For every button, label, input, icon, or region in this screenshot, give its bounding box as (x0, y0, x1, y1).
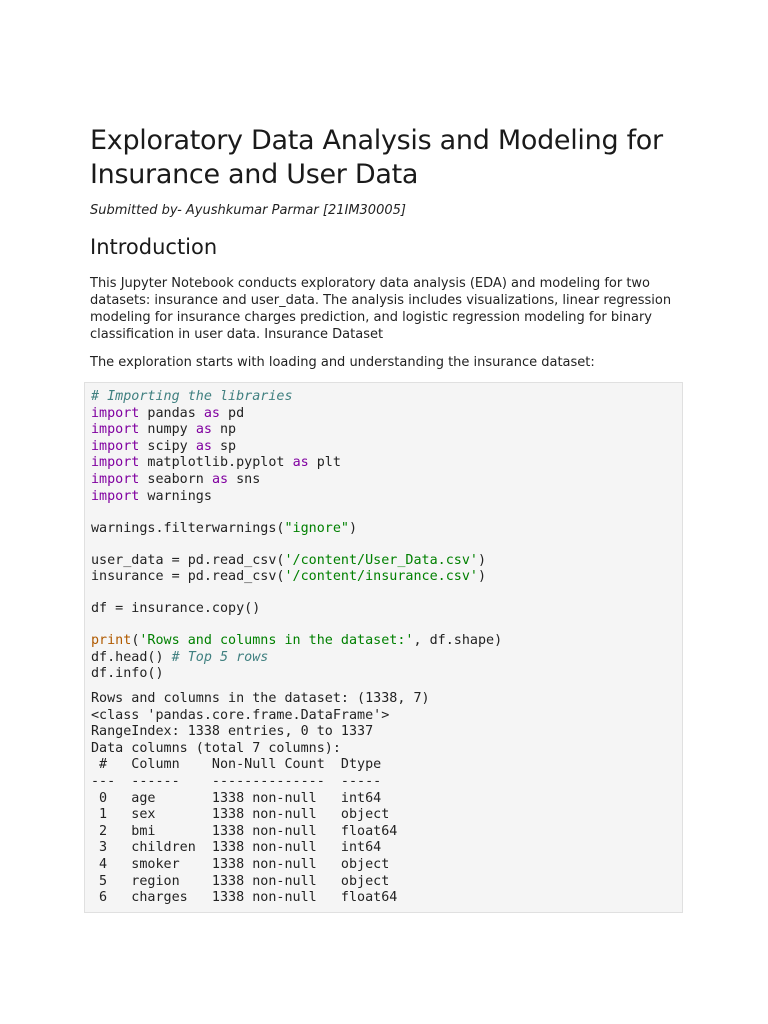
code-text: warnings.filterwarnings( (91, 520, 285, 536)
keyword: import (91, 422, 140, 438)
builtin-function: print (91, 633, 132, 649)
output-line: 1 sex 1338 non-null object (91, 807, 398, 823)
output-line: Data columns (total 7 columns): (91, 740, 341, 756)
code-line (91, 553, 502, 570)
code-line (91, 472, 502, 489)
code-text: ) (477, 552, 487, 568)
output-line: 3 children 1338 non-null int64 (91, 840, 398, 856)
keyword: import (91, 405, 140, 421)
code-line (91, 422, 502, 439)
intro-heading: Introduction (90, 235, 218, 259)
code-line (91, 650, 502, 667)
output-line: RangeIndex: 1338 entries, 0 to 1337 (91, 724, 374, 740)
output-line: 4 smoker 1338 non-null object (91, 856, 398, 872)
code-text: ) (348, 520, 358, 536)
module-name: warnings (139, 488, 212, 504)
code-line (91, 489, 502, 506)
output-line: 5 region 1338 non-null object (91, 873, 398, 889)
keyword: import (91, 438, 140, 454)
keyword: as (211, 471, 229, 487)
code-cell[interactable] (84, 382, 683, 913)
output-line: 2 bmi 1338 non-null float64 (91, 823, 398, 839)
module-name: seaborn (139, 471, 212, 487)
page-title: Exploratory Data Analysis and Modeling for Insurance and User Data (90, 125, 663, 190)
author-byline: Submitted by- Ayushkumar Parmar [21IM30005] (90, 203, 406, 218)
code-line (91, 666, 502, 683)
keyword: as (195, 438, 212, 454)
code-text: ( (131, 633, 140, 649)
code-line (91, 633, 502, 650)
keyword: as (203, 405, 220, 421)
code-text: user_data = pd.read_csv( (91, 552, 285, 568)
module-alias: pd (220, 405, 245, 421)
module-name: matplotlib.pyplot (139, 455, 293, 471)
module-name: scipy (139, 438, 196, 454)
code-text: df.head() (91, 649, 172, 665)
module-alias: sp (211, 438, 237, 454)
code-line (91, 569, 502, 586)
output-line: Rows and columns in the dataset: (1338, 7) (91, 691, 430, 706)
code-input[interactable] (91, 389, 502, 683)
string-literal: '/content/User_Data.csv' (284, 552, 478, 568)
code-line (91, 389, 502, 406)
keyword: import (91, 455, 140, 471)
cell-output (91, 691, 430, 907)
output-line: <class 'pandas.core.frame.DataFrame'> (91, 707, 390, 723)
module-alias: sns (228, 471, 261, 487)
module-alias: plt (308, 455, 341, 471)
keyword: as (195, 422, 212, 438)
string-literal: "ignore" (284, 520, 349, 536)
code-text: ) (477, 569, 487, 585)
output-line: 6 charges 1338 non-null float64 (91, 890, 398, 906)
code-text: , df.shape) (413, 633, 503, 649)
string-literal: 'Rows and columns in the dataset:' (139, 633, 414, 649)
output-line: # Column Non-Null Count Dtype (91, 757, 398, 773)
module-name: pandas (139, 405, 204, 421)
code-text: df.info() (91, 666, 164, 682)
intro-paragraph: This Jupyter Notebook conducts exploratory data analysis (EDA) and modeling for two datasets: insurance and user_data. The analysis includes visualizations, linear regression modeling for insurance charges prediction, and logistic regression modeling for binary classification in user data. Insurance Dataset (90, 276, 672, 342)
code-text: df = insurance.copy() (91, 601, 261, 617)
code-line (91, 601, 502, 618)
code-line (91, 521, 502, 538)
output-line: 0 age 1338 non-null int64 (91, 790, 398, 806)
exploration-text: The exploration starts with loading and understanding the insurance dataset: (90, 355, 595, 370)
module-alias: np (211, 422, 237, 438)
string-literal: '/content/insurance.csv' (284, 569, 478, 585)
keyword: as (292, 455, 309, 471)
code-line (91, 439, 502, 456)
code-text: insurance = pd.read_csv( (91, 569, 285, 585)
keyword: import (91, 488, 140, 504)
code-comment: # Importing the libraries (91, 389, 293, 404)
output-line: --- ------ -------------- ----- (91, 773, 398, 789)
code-comment: # Top 5 rows (171, 649, 269, 665)
module-name: numpy (139, 422, 196, 438)
keyword: import (91, 471, 140, 487)
code-line (91, 406, 502, 423)
code-line (91, 455, 502, 472)
